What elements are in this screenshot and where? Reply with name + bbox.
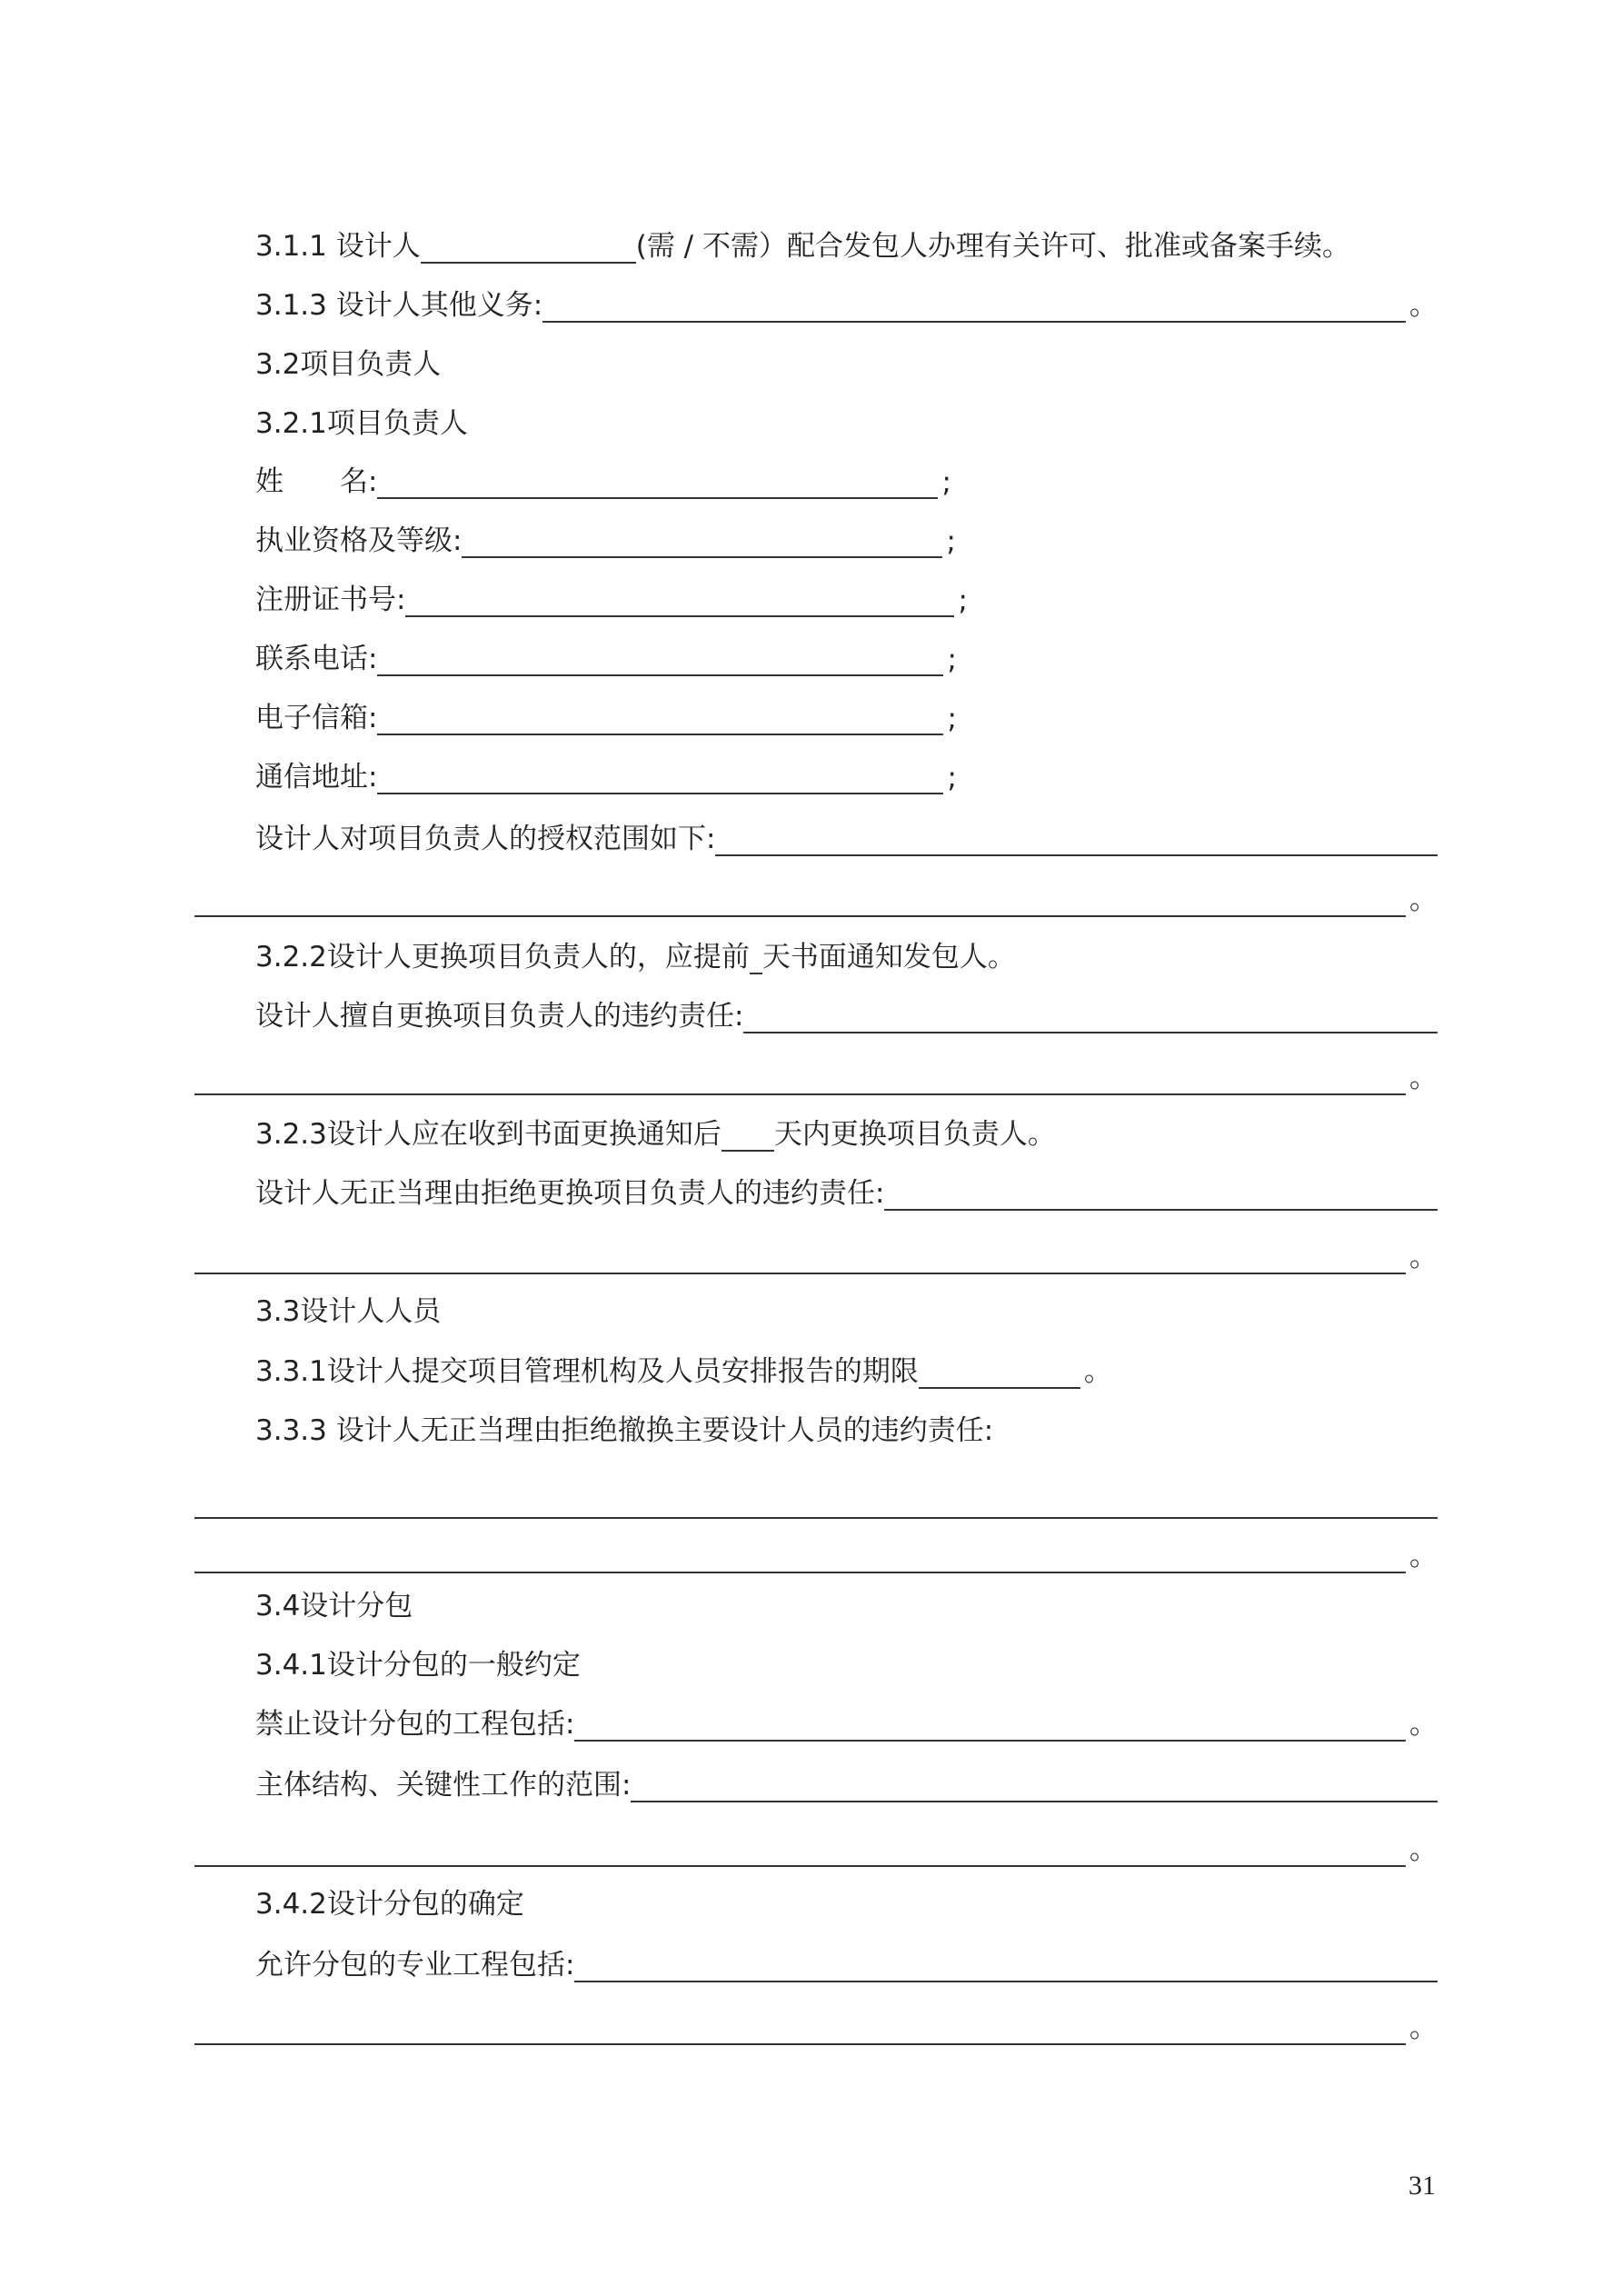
blank-field[interactable] xyxy=(377,760,943,794)
blank-field[interactable] xyxy=(194,1539,1406,1573)
blank-field[interactable] xyxy=(377,701,943,735)
continuation-line xyxy=(194,2005,1438,2045)
clause-3-2-3 xyxy=(255,1112,1438,1152)
text: 。 xyxy=(1409,1241,1438,1273)
text: 。 xyxy=(1409,883,1438,916)
text: 3.3.1设计人提交项目管理机构及人员安排报告的期限 xyxy=(255,1355,919,1388)
text: 3.2.3设计人应在收到书面更换通知后 xyxy=(255,1118,721,1151)
blank-field[interactable] xyxy=(631,1768,1438,1802)
heading-3-4: 3.4设计分包 xyxy=(255,1590,413,1622)
label: 设计人无正当理由拒绝更换项目负责人的违约责任: xyxy=(255,1177,885,1210)
authorization-scope xyxy=(255,816,1438,856)
text: 。 xyxy=(1409,289,1438,322)
blank-field[interactable] xyxy=(574,1948,1438,1982)
text: 。 xyxy=(1409,1062,1438,1094)
label: 主体结构、关键性工作的范围: xyxy=(255,1769,632,1802)
blank-field[interactable] xyxy=(194,1240,1406,1274)
heading-3-3: 3.3设计人人员 xyxy=(255,1295,442,1328)
text: ; xyxy=(947,644,957,676)
label: 设计人对项目负责人的授权范围如下: xyxy=(255,823,716,855)
text: ; xyxy=(947,762,957,794)
blank-field[interactable] xyxy=(721,1117,774,1152)
heading-3-4-1: 3.4.1设计分包的一般约定 xyxy=(255,1649,581,1682)
blank-field[interactable] xyxy=(884,1176,1438,1211)
text: ; xyxy=(958,584,968,617)
clause-3-1-1 xyxy=(255,224,1438,264)
field-qualification xyxy=(255,518,1438,558)
label: 联系电话: xyxy=(255,643,378,675)
continuation-line xyxy=(194,1234,1438,1274)
text: 3.2.2设计人更换项目负责人的，应提前 xyxy=(255,941,750,973)
blank-field[interactable] xyxy=(405,583,954,617)
blank-field[interactable] xyxy=(194,883,1406,917)
text: 3.1.3 设计人其他义务: xyxy=(255,289,543,322)
label: 注册证书号: xyxy=(255,584,406,616)
text: 。 xyxy=(1409,2011,1438,2044)
clause-3-3-1 xyxy=(255,1349,1438,1389)
text: ; xyxy=(947,703,957,735)
blank-field[interactable] xyxy=(715,822,1438,856)
text: 天书面通知发包人。 xyxy=(761,941,1016,973)
continuation-line xyxy=(194,1533,1438,1573)
text: (需 / 不需）配合发包人办理有关许可、批准或备案手续。 xyxy=(635,230,1350,263)
heading-3-2: 3.2项目负责人 xyxy=(255,348,442,381)
clause-3-2-2-liability xyxy=(255,993,1438,1033)
label: 设计人擅自更换项目负责人的违约责任: xyxy=(255,1000,744,1033)
continuation-line xyxy=(194,1827,1438,1867)
clause-3-1-3 xyxy=(255,283,1438,323)
blank-field[interactable] xyxy=(574,1707,1406,1742)
continuation-line xyxy=(194,1055,1438,1095)
blank-field[interactable] xyxy=(194,1484,1438,1519)
clause-3-2-3-liability xyxy=(255,1171,1438,1211)
field-name xyxy=(255,459,1438,499)
text: ; xyxy=(941,466,951,499)
continuation-line xyxy=(194,877,1438,917)
field-phone xyxy=(255,636,1438,676)
blank-field[interactable] xyxy=(194,1832,1406,1867)
blank-field[interactable] xyxy=(919,1354,1080,1389)
field-address xyxy=(255,754,1438,794)
text: 。 xyxy=(1083,1355,1112,1388)
text: 。 xyxy=(1409,1708,1438,1741)
text: ; xyxy=(946,525,956,558)
blank-field[interactable] xyxy=(750,940,762,974)
page-number: 31 xyxy=(1408,2171,1436,2201)
clause-3-2-2 xyxy=(255,934,1438,974)
text: 。 xyxy=(1409,1540,1438,1572)
heading-3-4-2: 3.4.2设计分包的确定 xyxy=(255,1888,524,1921)
blank-field[interactable] xyxy=(421,229,636,264)
prohibited-subcontract xyxy=(255,1702,1438,1742)
field-email xyxy=(255,695,1438,735)
text: 3.1.1 设计人 xyxy=(255,230,421,263)
heading-3-2-1: 3.2.1项目负责人 xyxy=(255,407,468,440)
text: 天内更换项目负责人。 xyxy=(773,1118,1056,1151)
label: 电子信箱: xyxy=(255,702,378,734)
main-structure-scope xyxy=(255,1762,1438,1802)
label: 姓 名: xyxy=(255,465,378,498)
blank-field[interactable] xyxy=(542,288,1406,323)
label: 通信地址: xyxy=(255,761,378,794)
blank-field[interactable] xyxy=(377,464,938,499)
label: 执业资格及等级: xyxy=(255,524,463,557)
label: 禁止设计分包的工程包括: xyxy=(255,1708,575,1741)
text: 。 xyxy=(1409,1833,1438,1866)
clause-3-3-3: 3.3.3 设计人无正当理由拒绝撤换主要设计人员的违约责任: xyxy=(255,1414,994,1447)
blank-field[interactable] xyxy=(462,524,942,558)
blank-field[interactable] xyxy=(194,1061,1406,1095)
label: 允许分包的专业工程包括: xyxy=(255,1949,575,1982)
blank-field[interactable] xyxy=(377,642,943,676)
field-certificate xyxy=(255,577,1438,617)
blank-field[interactable] xyxy=(743,999,1438,1033)
blank-field[interactable] xyxy=(194,2011,1406,2045)
continuation-line xyxy=(194,1479,1438,1519)
allowed-subcontract xyxy=(255,1942,1438,1982)
